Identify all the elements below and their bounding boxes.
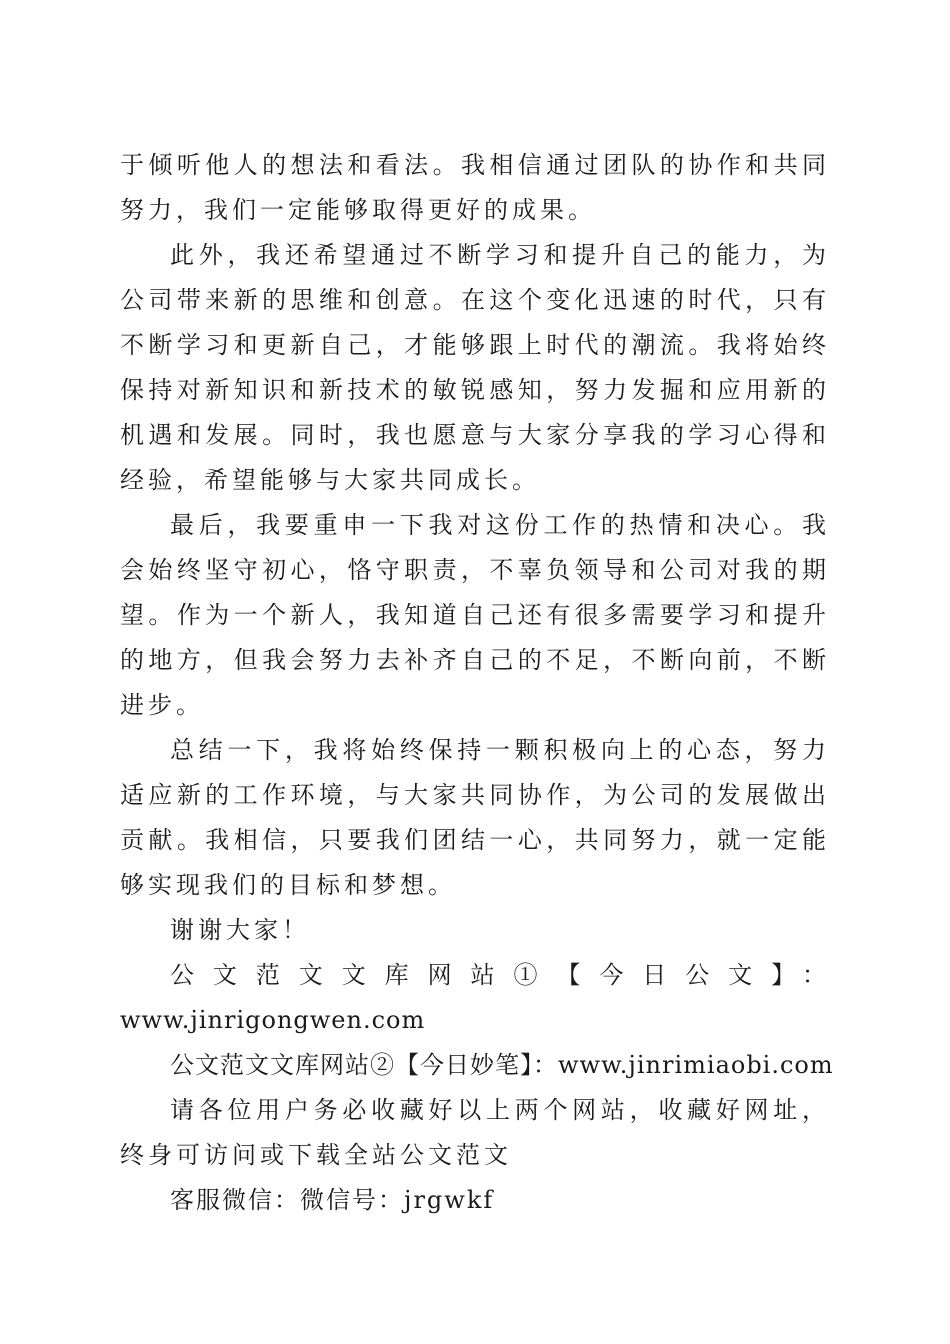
site1-url: www.jinrigongwen.com: [120, 1006, 426, 1034]
paragraph-4: 总结一下，我将始终保持一颗积极向上的心态，努力适应新的工作环境，与大家共同协作，为公司的发展做出贡献。我相信，只要我们团结一心，共同努力，就一定能够实现我们的目标和梦想。: [120, 736, 830, 899]
site2-line: 公文范文文库网站②【今日妙笔】：www.jinrimiaobi.com: [170, 1051, 834, 1079]
document-page: [120, 143, 834, 1223]
paragraph-2: 此外，我还希望通过不断学习和提升自己的能力，为公司带来新的思维和创意。在这个变化迅速的时代，只有不断学习和更新自己，才能够跟上时代的潮流。我将始终保持对新知识和新技术的敏锐感知，努力发掘和应用新的机遇和发展。同时，我也愿意与大家分享我的学习心得和经验，希望能够与大家共同成长。: [120, 241, 830, 494]
paragraph-thanks: 谢谢大家！: [170, 916, 310, 944]
site1-label: 公文范文文库网站①【今日公文】：: [170, 961, 830, 989]
notice-paragraph: 请各位用户务必收藏好以上两个网站，收藏好网址，终身可访问或下载全站公文范文: [120, 1096, 830, 1169]
wechat-contact: 客服微信：微信号：jrgwkf: [170, 1186, 495, 1214]
paragraph-3: 最后，我要重申一下我对这份工作的热情和决心。我会始终坚守初心，恪守职责，不辜负领导和公司对我的期望。作为一个新人，我知道自己还有很多需要学习和提升的地方，但我会努力去补齐自己的不足，不断向前，不断进步。: [120, 511, 830, 719]
paragraph-1: 于倾听他人的想法和看法。我相信通过团队的协作和共同努力，我们一定能够取得更好的成果。: [120, 151, 830, 224]
